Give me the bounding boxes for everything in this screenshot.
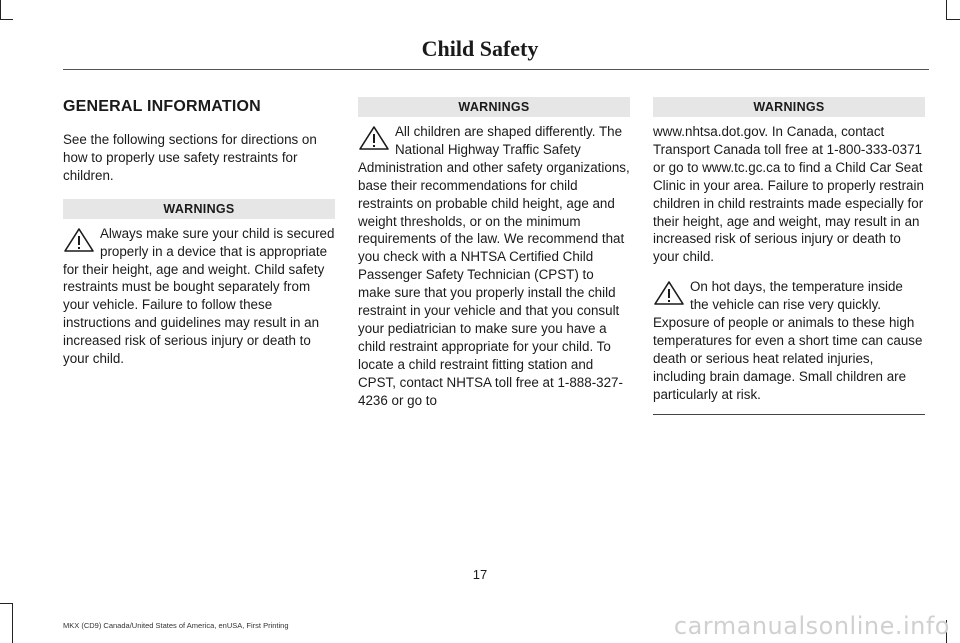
warning-block	[63, 225, 335, 368]
warning-block	[653, 278, 925, 403]
continued-warning-text: www.nhtsa.dot.gov. In Canada, contact Transport Canada toll free at 1-800-333-0371 or go to www.tc.gc.ca to find a Child Car Seat Clinic in your area. Failure to properly restrain children in child restraints made especially for their height, age and weight, may result in an increased risk of serious injury or death to your child.	[653, 124, 924, 265]
column-3	[653, 97, 925, 415]
crop-mark	[12, 603, 13, 643]
warnings-header: WARNINGS	[653, 97, 925, 117]
section-heading: GENERAL INFORMATION	[63, 98, 261, 115]
page-title: Child Safety	[421, 36, 539, 61]
watermark: carmanualsonline.info	[673, 612, 950, 640]
warning-triangle-icon	[653, 280, 685, 306]
page-number: 17	[472, 567, 488, 582]
warnings-end-divider	[653, 414, 925, 415]
crop-mark	[946, 0, 947, 20]
warnings-header: WARNINGS	[358, 97, 630, 117]
crop-mark	[0, 19, 13, 20]
crop-mark	[0, 0, 1, 20]
intro-paragraph: See the following sections for directions on how to properly use safety restraints for children.	[63, 132, 317, 183]
column-1	[63, 97, 335, 368]
column-2	[358, 97, 630, 410]
warning-text: All children are shaped differently. The National Highway Traffic Safety Administration and other safety organizations, base their recommendations for child restraints on probable child height, age and weight thresholds, or on the minimum requirements of the law. We recommend that you check with a NHTSA Certified Child Passenger Safety Technician (CPST) to make sure that you properly install the child restraint in your vehicle and that you consult your pediatrician to make sure you have a child restraint appropriate for your child. To locate a child restraint fitting station and CPST, contact NHTSA toll free at 1-888-327-4236 or go to	[358, 124, 630, 408]
warning-triangle-icon	[358, 125, 390, 151]
warning-text: Always make sure your child is secured properly in a device that is appropriate for their height, age and weight. Child safety restraints must be bought separately from your vehicle. Failure to follow these instructions and guidelines may result in an increased risk of serious injury or death to your child.	[63, 225, 335, 367]
header-divider	[63, 69, 929, 70]
crop-mark	[946, 19, 960, 20]
warnings-header: WARNINGS	[63, 199, 335, 219]
warning-text: On hot days, the temperature inside the vehicle can rise very quickly. Exposure of people or animals to these high temperatures for even a short time can cause death or serious heat related injuries, including brain damage. Small children are particularly at risk.	[653, 279, 923, 402]
warning-triangle-icon	[63, 227, 95, 253]
crop-mark	[0, 603, 13, 604]
edition-footer: MKX (CD9) Canada/United States of America, enUSA, First Printing	[63, 621, 289, 630]
warning-block	[358, 123, 630, 410]
